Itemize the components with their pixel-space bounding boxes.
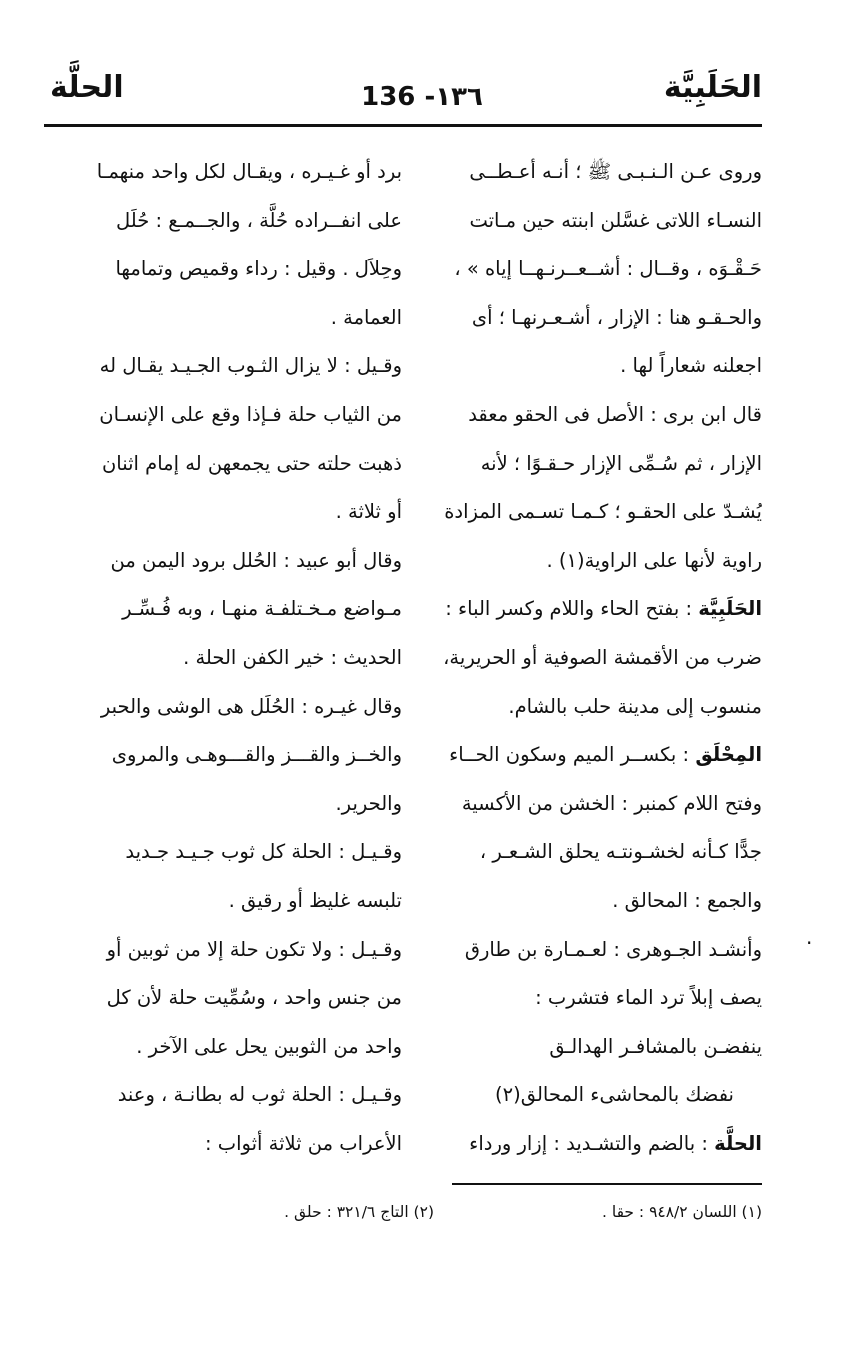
right-column-line: يُشـدّ على الحقـو ؛ كـمـا تسـمى المزادة: [444, 500, 762, 524]
entry-definition: : بفتح الحاء واللام وكسر الباء :: [445, 597, 699, 621]
page-number: 136 -١٣٦: [361, 82, 483, 112]
right-column-line: النسـاء اللاتى غسَّلن ابنته حين مـاتت: [469, 208, 762, 232]
left-column-line: مـواضع مـخـتلفـة منهـا ، وبه فُـسِّـر: [122, 597, 402, 621]
right-column-line: وأنشـد الجـوهرى : لعـمـارة بن طارق: [464, 937, 762, 961]
right-column-line: قال ابن برى : الأصل فى الحقو معقد: [468, 402, 762, 426]
right-column-line: يصف إبلاً ترد الماء فتشرب :: [535, 986, 762, 1010]
left-column-line: العمامة .: [330, 305, 402, 329]
right-column-line: نفضك بالمحاشىء المحالق(٢): [495, 1083, 734, 1107]
header-rule: [44, 124, 762, 127]
left-column-line: من جنس واحد ، وسُمِّيت حلة لأن كل: [106, 986, 402, 1010]
left-column-line: ذهبت حلته حتى يجمعهن له إمام اثنان: [101, 451, 402, 475]
footnote-2: (٢) التاج ٣٢١/٦ : حلق .: [284, 1203, 434, 1221]
entry-definition: : بكســر الميم وسكون الحــاء: [449, 743, 696, 767]
entry-term: الحَلَبِيَّة: [698, 597, 762, 621]
left-column-line: والخــز والقـــز والقـــوهـى والمروى: [111, 743, 402, 767]
entry-term: المِحْلَق: [695, 743, 762, 767]
left-column-line: وقال غيـره : الحُلَل هى الوشى والحبر: [100, 694, 402, 718]
right-column-line: ينفضـن بالمشافـر الهدالـق: [549, 1034, 762, 1058]
right-column-line: [432, 731, 762, 780]
running-title-left: الحلَّة: [50, 70, 124, 105]
footnote-1: (١) اللسان ٩٤٨/٢ : حقا .: [602, 1203, 762, 1221]
left-column: [52, 148, 402, 1168]
right-column-line: اجعلنه شعاراً لها .: [620, 354, 762, 378]
running-title-right: الحَلَبِيَّة: [663, 70, 762, 105]
right-column-line: منسوب إلى مدينة حلب بالشام.: [508, 694, 762, 718]
right-column-line: حَـقْـوَه ، وقــال : أشــعــرنـهــا إياه » ،: [454, 257, 762, 281]
entry-definition: : بالضم والتشـديد : إزار ورداء: [469, 1131, 715, 1155]
left-column-line: وقال أبو عبيد : الحُلل برود اليمن من: [110, 548, 402, 572]
left-column-line: وحِلاَل . وقيل : رداء وقميص وتمامها: [115, 257, 402, 281]
entry-term: الحلَّة: [714, 1131, 762, 1155]
left-column-line: واحد من الثوبين يحل على الآخر .: [136, 1034, 402, 1058]
margin-mark: ·: [806, 931, 813, 955]
right-column-line: جدًّا كـأنه لخشـونتـه يحلق الشـعـر ،: [479, 840, 762, 864]
left-column-line: الحديث : خير الكفن الحلة .: [183, 645, 402, 669]
right-column-line: وفتح اللام كمنبر : الخشن من الأكسية: [461, 791, 762, 815]
left-column-line: تلبسه غليظ أو رقيق .: [228, 888, 402, 912]
right-column-line: والحـقـو هنا : الإزار ، أشـعـرنهـا ؛ أى: [471, 305, 762, 329]
left-column-line: وقـيـل : ولا تكون حلة إلا من ثوبين أو: [106, 937, 402, 961]
left-column-line: من الثياب حلة فـإذا وقع على الإنسـان: [99, 402, 402, 426]
left-column-line: والحرير.: [335, 791, 402, 815]
left-column-line: الأعراب من ثلاثة أثواب :: [205, 1131, 402, 1155]
left-column-line: على انفــراده حُلَّة ، والجــمـع : حُلَل: [115, 208, 402, 232]
right-column: [432, 148, 762, 1168]
left-column-line: وقـيـل : الحلة ثوب له بطانـة ، وعند: [117, 1083, 402, 1107]
right-column-line: [432, 1120, 762, 1169]
right-column-line: راوية لأنها على الراوية(١) .: [546, 548, 762, 572]
left-column-line: وقـيـل : الحلة كل ثوب جـيـد جـديد: [125, 840, 402, 864]
right-column-line: وروى عـن الـنـبـى ﷺ ؛ أنـه أعـطــى: [469, 160, 762, 183]
left-column-line: برد أو غـيـره ، ويقـال لكل واحد منهمـا: [96, 160, 402, 183]
right-column-line: [432, 585, 762, 634]
left-column-line: وقـيل : لا يزال الثـوب الجـيـد يقـال له: [99, 354, 402, 378]
footnote-rule: [452, 1183, 762, 1185]
left-column-line: أو ثلاثة .: [335, 500, 402, 524]
right-column-line: والجمع : المحالق .: [612, 888, 762, 912]
right-column-line: ضرب من الأقمشة الصوفية أو الحريرية،: [443, 645, 762, 669]
right-column-line: الإزار ، ثم سُـمِّى الإزار حـقـوًا ؛ لأنه: [480, 451, 762, 475]
